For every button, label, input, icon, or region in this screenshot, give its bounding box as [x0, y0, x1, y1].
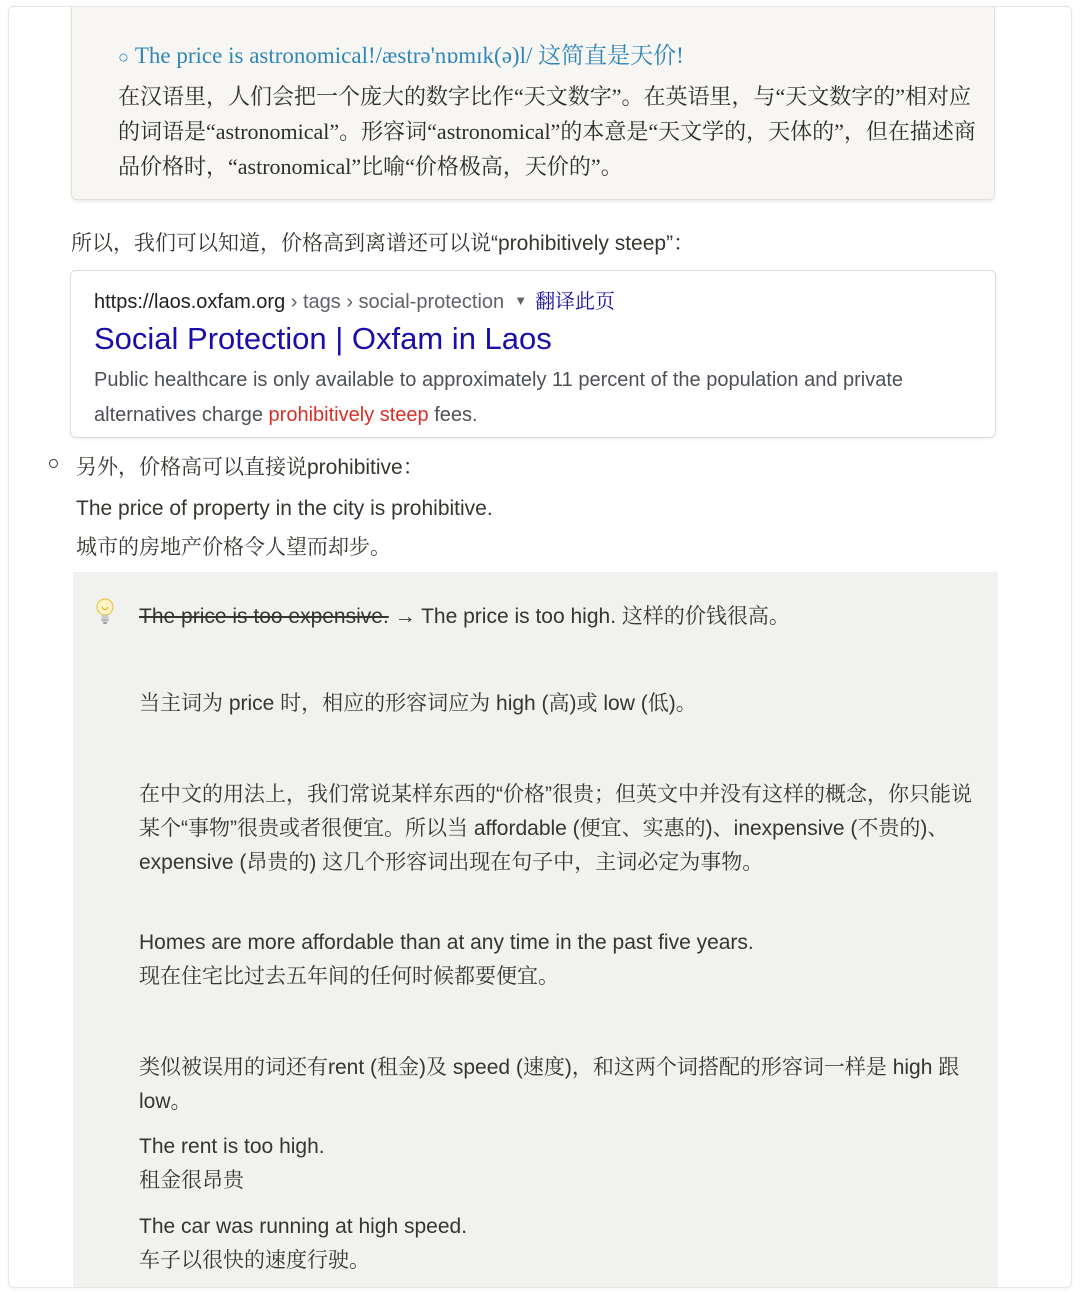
quote-card — [71, 7, 995, 200]
correction-line — [139, 600, 979, 634]
arrow-icon: → — [394, 605, 416, 628]
hollow-bullet-icon: ○ — [118, 47, 129, 67]
example-zh: 城市的房地产价格令人望而却步。 — [76, 536, 391, 559]
phonetic-example — [118, 37, 684, 70]
rule-line: 当主词为 price 时，相应的形容词应为 high (高)或 low (低)。 — [139, 692, 697, 715]
example-en: The price of property in the city is prohibitive. — [76, 497, 493, 520]
result-url[interactable] — [94, 285, 615, 314]
snippet-highlight: prohibitively steep — [268, 404, 429, 426]
list-bullet-icon — [49, 459, 58, 468]
result-snippet — [94, 363, 994, 433]
wrong-usage: The price is too expensive. — [139, 605, 389, 628]
similar-words: 类似被误用的词还有rent (租金)及 speed (速度)，和这两个词搭配的形容词一样是 high 跟 low。 — [139, 1056, 960, 1113]
lightbulb-icon — [95, 596, 115, 628]
phonetic-example-text: The price is astronomical!/æstrə'nɒmɪk(ə)l/ 这简直是天价! — [134, 43, 684, 68]
document-page — [8, 6, 1072, 1288]
intro-line: 所以，我们可以知道，价格高到离谱还可以说“prohibitively steep”： — [71, 232, 695, 255]
result-url-domain[interactable]: https://laos.oxfam.org — [94, 291, 286, 313]
result-url-crumbs: › tags › social-protection — [285, 291, 505, 313]
homes-zh: 现在住宅比过去五年间的任何时候都要便宜。 — [139, 965, 559, 988]
quote-body: 在汉语里，人们会把一个庞大的数字比作“天文数字”。在英语里，与“天文数字的”相对应的词语是“astronomical”。形容词“astronomical”的本意是“天文学的，天体的”，但在描述商品价格时，“astronomical”比喻“价格极高，天价的”。 — [118, 84, 976, 179]
car-zh: 车子以很快的速度行驶。 — [139, 1249, 370, 1272]
rent-zh: 租金很昂贵 — [139, 1169, 244, 1192]
explanation: 在中文的用法上，我们常说某样东西的“价格”很贵；但英文中并没有这样的概念，你只能说某个“事物”很贵或者很便宜。所以当 affordable (便宜、实惠的)、inexpensive (不贵的)、expensive (昂贵的) 这几个形容词出现在句子中，主词必定为事物。 — [139, 783, 972, 874]
snippet-text: Public healthcare is only available to approximately 11 percent of the population and private alternatives charge — [94, 369, 904, 426]
dropdown-caret-icon[interactable]: ▼ — [514, 293, 528, 308]
right-usage: The price is too high. 这样的价钱很高。 — [415, 605, 790, 628]
bullet-line: 另外，价格高可以直接说prohibitive： — [76, 456, 424, 479]
snippet-text-end: fees. — [428, 404, 478, 426]
translate-link[interactable]: 翻译此页 — [535, 291, 616, 313]
search-result-card — [70, 270, 996, 438]
rent-en: The rent is too high. — [139, 1135, 325, 1158]
car-en: The car was running at high speed. — [139, 1215, 468, 1238]
result-title-link[interactable]: Social Protection | Oxfam in Laos — [94, 321, 552, 356]
tip-callout — [73, 572, 998, 1288]
homes-en: Homes are more affordable than at any time in the past five years. — [139, 931, 754, 954]
